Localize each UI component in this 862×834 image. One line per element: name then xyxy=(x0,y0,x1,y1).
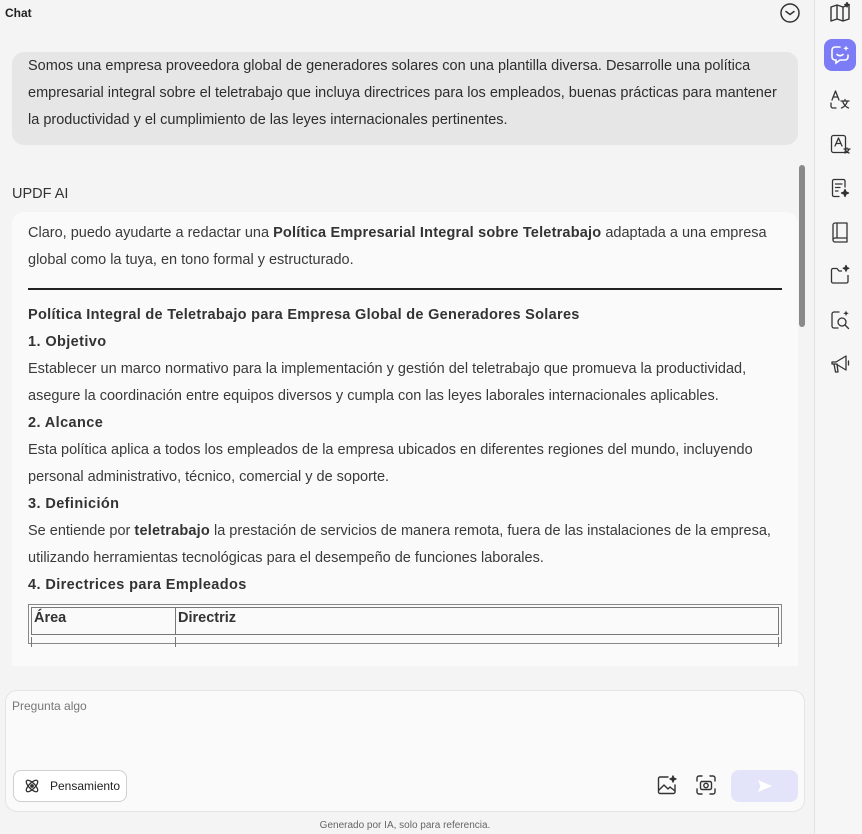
chat-input[interactable] xyxy=(12,699,798,759)
ai-intro-text: Claro, puedo ayudarte a redactar una xyxy=(28,225,274,241)
thinking-label: Pensamiento xyxy=(50,779,121,793)
ai-document-icon[interactable] xyxy=(824,172,856,204)
ai-map-icon[interactable] xyxy=(824,0,856,29)
atom-icon xyxy=(23,777,41,795)
definicion-bold: teletrabajo xyxy=(134,523,210,539)
ai-intro-bold: Política Empresarial Integral sobre Teletrabajo xyxy=(273,225,602,241)
right-toolbar xyxy=(814,0,862,834)
chat-scrollbar[interactable] xyxy=(799,165,805,327)
table-header-row xyxy=(31,607,779,635)
directrices-table xyxy=(28,604,782,644)
doc-title: Política Integral de Teletrabajo para Empresa Global de Generadores Solares xyxy=(28,307,580,323)
translate-icon[interactable] xyxy=(824,84,856,116)
table-header-directriz: Directriz xyxy=(178,610,237,626)
ai-response-bubble xyxy=(12,212,798,666)
text-translate-icon[interactable] xyxy=(824,128,856,160)
image-ai-icon[interactable] xyxy=(655,773,681,799)
chat-input-box xyxy=(5,690,805,812)
section-text-objetivo: Establecer un marco normativo para la implementación y gestión del teletrabajo que promueva la productividad, asegure la coordinación entre equipos diversos y cumpla con las leyes laborales internacionales aplicables. xyxy=(28,361,747,404)
table-row xyxy=(31,637,779,647)
chat-header xyxy=(0,0,814,26)
divider xyxy=(28,288,782,290)
section-text-alcance: Esta política aplica a todos los empleados de la empresa ubicados en diferentes regiones del mundo, incluyendo personal administrativo, técnico, comercial y de soporte. xyxy=(28,442,753,485)
thinking-toggle-button[interactable] xyxy=(13,770,127,802)
send-button[interactable] xyxy=(731,770,798,802)
ai-disclaimer: Generado por IA, solo para referencia. xyxy=(319,820,491,831)
definicion-text-end: la prestación de servicios de manera remota, fuera de las instalaciones de la empresa, utilizando herramientas tecnológicas para el desempeño de funciones laborales. xyxy=(28,523,771,566)
ai-intro-text-end: adaptada a una empresa global como la tuya, en tono formal y estructurado. xyxy=(28,225,767,268)
section-heading-definicion: 3. Definición xyxy=(28,496,120,512)
ai-sender-label: UPDF AI xyxy=(12,186,69,202)
megaphone-icon[interactable] xyxy=(824,348,856,380)
user-message-bubble: Somos una empresa proveedora global de generadores solares con una plantilla diversa. Desarrolle una política empresarial integral sobre el teletrabajo que incluya directrices para los empleados, buenas prácticas para mantener la productividad y el cumplimiento de las leyes internacionales pertinentes. xyxy=(12,52,798,145)
screenshot-icon[interactable] xyxy=(694,773,720,799)
history-clock-icon[interactable] xyxy=(779,2,801,24)
definicion-text: Se entiende por xyxy=(28,523,135,539)
section-heading-objetivo: 1. Objetivo xyxy=(28,334,107,350)
section-heading-directrices: 4. Directrices para Empleados xyxy=(28,577,247,593)
page-title: Chat xyxy=(5,6,32,20)
section-text-definicion xyxy=(28,518,782,572)
book-icon[interactable] xyxy=(824,216,856,248)
send-icon xyxy=(757,779,773,793)
ai-folder-icon[interactable] xyxy=(824,259,856,291)
section-heading-alcance: 2. Alcance xyxy=(28,415,104,431)
ai-intro xyxy=(28,220,782,274)
ai-search-icon[interactable] xyxy=(824,304,856,336)
ai-chat-icon[interactable] xyxy=(824,39,856,71)
table-header-area: Área xyxy=(32,608,176,634)
